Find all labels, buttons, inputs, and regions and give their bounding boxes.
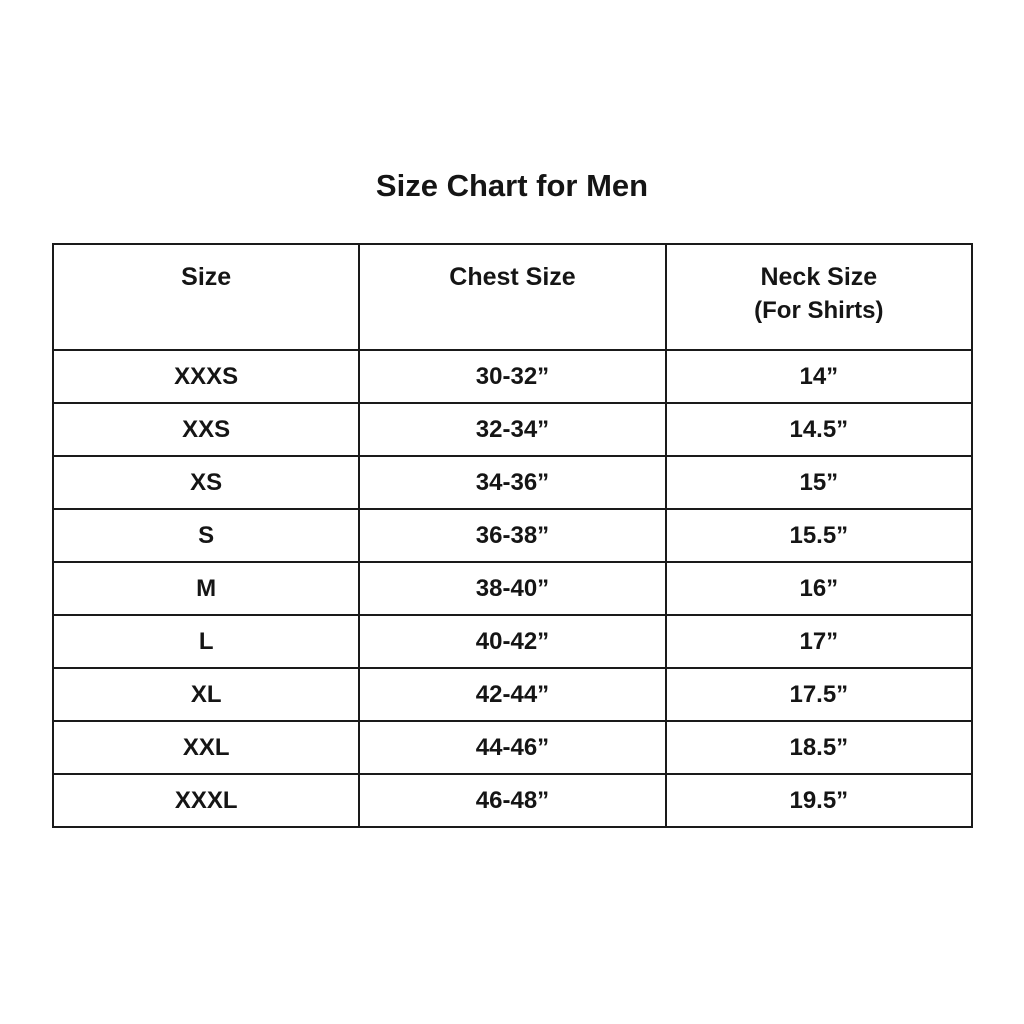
cell-neck: 18.5”	[666, 721, 972, 774]
cell-size: M	[53, 562, 359, 615]
cell-neck: 14”	[666, 350, 972, 403]
cell-neck: 16”	[666, 562, 972, 615]
table-row-xxxl	[53, 774, 972, 827]
cell-chest: 40-42”	[359, 615, 665, 668]
cell-chest: 32-34”	[359, 403, 665, 456]
cell-size: S	[53, 509, 359, 562]
cell-neck: 19.5”	[666, 774, 972, 827]
table-body	[53, 350, 972, 827]
cell-neck: 14.5”	[666, 403, 972, 456]
column-header-neck-size-line2: (For Shirts)	[754, 296, 884, 324]
table-row-m	[53, 562, 972, 615]
table-row-xxl	[53, 721, 972, 774]
cell-chest: 34-36”	[359, 456, 665, 509]
table-row-s	[53, 509, 972, 562]
cell-chest: 44-46”	[359, 721, 665, 774]
table-row-xs	[53, 456, 972, 509]
table-header	[53, 244, 972, 350]
table-row-xl	[53, 668, 972, 721]
table-row-xxs	[53, 403, 972, 456]
header-row	[53, 244, 972, 350]
cell-neck: 17”	[666, 615, 972, 668]
cell-chest: 36-38”	[359, 509, 665, 562]
cell-size: XS	[53, 456, 359, 509]
cell-neck: 15”	[666, 456, 972, 509]
page-title: Size Chart for Men	[375, 168, 649, 203]
table-row-l	[53, 615, 972, 668]
cell-chest: 30-32”	[359, 350, 665, 403]
cell-chest: 42-44”	[359, 668, 665, 721]
column-header-size	[53, 244, 359, 350]
column-header-chest-size	[359, 244, 665, 350]
cell-size: XXS	[53, 403, 359, 456]
cell-neck: 15.5”	[666, 509, 972, 562]
cell-size: XXXS	[53, 350, 359, 403]
cell-chest: 38-40”	[359, 562, 665, 615]
cell-chest: 46-48”	[359, 774, 665, 827]
column-header-neck-size	[666, 244, 972, 350]
cell-size: XL	[53, 668, 359, 721]
size-chart-table	[52, 243, 973, 828]
cell-size: L	[53, 615, 359, 668]
column-header-size-label: Size	[181, 263, 232, 291]
cell-size: XXXL	[53, 774, 359, 827]
column-header-chest-size-label: Chest Size	[449, 263, 576, 291]
cell-neck: 17.5”	[666, 668, 972, 721]
table-row-xxxs	[53, 350, 972, 403]
column-header-neck-size-line1: Neck Size	[760, 263, 878, 291]
cell-size: XXL	[53, 721, 359, 774]
